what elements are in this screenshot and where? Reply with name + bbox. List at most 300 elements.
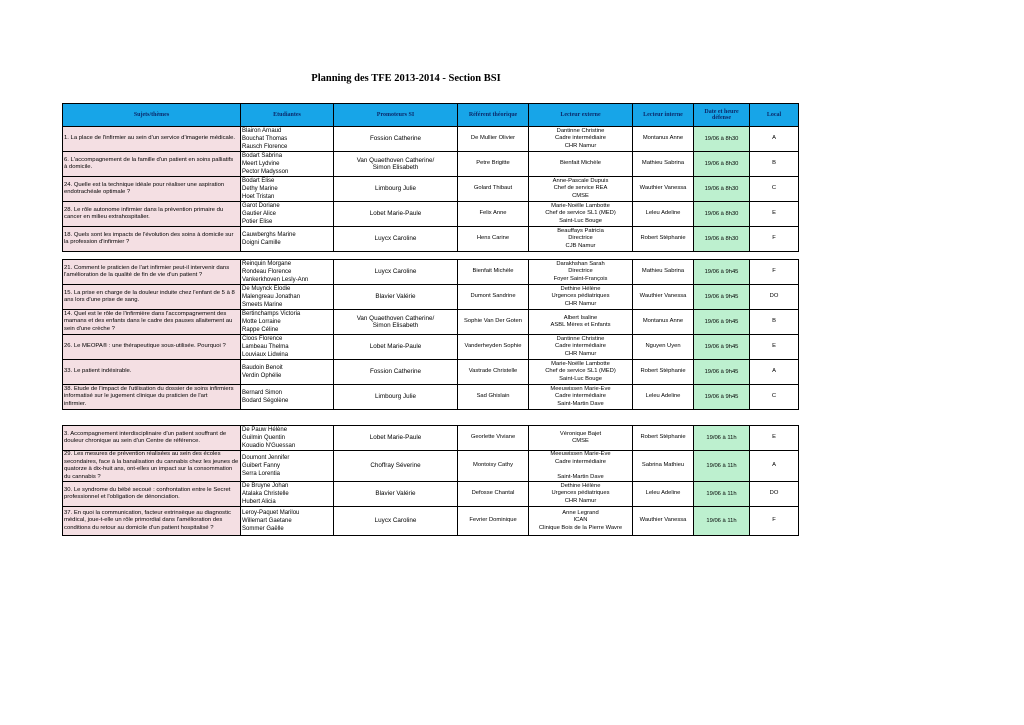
- subject-cell: [63, 310, 241, 335]
- room-cell: [750, 385, 799, 410]
- internal-reader-line: Mathieu Sabrina: [641, 160, 685, 167]
- referent-line: Montoisy Cathy: [473, 462, 513, 469]
- referent-line: Defosse Chantal: [471, 490, 515, 497]
- external-reader-line: Marie-Noëlle Lambotte: [551, 202, 610, 209]
- referent-line: Georlette Viviane: [470, 434, 516, 441]
- external-reader-line: Dantinne Christine: [556, 127, 605, 134]
- internal-reader-line: Mathieu Sabrina: [641, 268, 685, 275]
- subject-line: ans lors d'une prise de sang.: [64, 297, 140, 303]
- students-cell: [241, 507, 334, 536]
- student-name: Gautier Alice: [242, 211, 277, 217]
- external-reader-line: Urgences pédiatriques: [551, 293, 610, 300]
- date-cell: [694, 507, 750, 536]
- date-line: 19/06 à 9h45: [704, 394, 739, 400]
- student-name: Bodart Elise: [242, 178, 275, 184]
- external-reader-line: Chef de service SL1 (MED): [545, 210, 616, 217]
- student-name: Cauwberghs Marine: [242, 232, 296, 238]
- promoter-line: Choffray Séverine: [370, 462, 421, 470]
- external-reader-cell: [529, 227, 633, 252]
- room-cell: [750, 127, 799, 152]
- room-cell: [750, 482, 799, 507]
- promoter-cell: [334, 177, 458, 202]
- internal-reader-cell: [633, 127, 694, 152]
- internal-reader-line: Wauthier Vanessa: [639, 517, 687, 524]
- student-name: Louviaux Lidwina: [242, 352, 289, 358]
- external-reader-cell: [529, 260, 633, 285]
- subject-line: 28. Le rôle autonome infirmier dans la prévention primaire du: [64, 206, 224, 213]
- subject-line: quatorze à dix-huit ans, ont-elles un impact sur la consommation: [64, 466, 233, 472]
- header-internal-reader: Lecteur interne: [633, 104, 694, 127]
- date-line: 19/06 à 8h30: [704, 161, 739, 167]
- external-reader-line: ICAN: [573, 517, 588, 524]
- internal-reader-cell: [633, 285, 694, 310]
- student-name: Cloos Florence: [242, 336, 283, 342]
- external-reader-cell: [529, 152, 633, 177]
- table-row: [63, 152, 799, 177]
- external-reader-line: Anne Legrand: [562, 509, 599, 516]
- header-external-reader: Lecteur externe: [529, 104, 633, 127]
- subject-line: à domicile.: [64, 164, 93, 170]
- room-line: E: [772, 434, 776, 441]
- promoter-line: Blavier Valérie: [375, 490, 416, 498]
- student-name: Motte Lorraine: [242, 319, 281, 325]
- room-line: DO: [769, 293, 779, 300]
- table-row: [63, 360, 799, 385]
- referent-cell: [458, 507, 529, 536]
- subject-line: 1. La place de l'infirmier au sein d'un service d'imagerie médicale.: [64, 135, 236, 142]
- date-line: 19/06 à 9h45: [704, 269, 739, 275]
- date-line: 19/06 à 8h30: [704, 211, 739, 217]
- subject-cell: [63, 335, 241, 360]
- external-reader-line: Bienfait Michèle: [560, 160, 601, 167]
- date-line: 19/06 à 9h45: [704, 344, 739, 350]
- internal-reader-line: Wauthier Vanessa: [639, 293, 687, 300]
- room-cell: [750, 227, 799, 252]
- date-line: 19/06 à 8h30: [704, 236, 739, 242]
- subject-line: 37. En quoi la communication, facteur extrinsèque au diagnostic: [64, 509, 232, 516]
- student-name: Sommer Gaëlle: [242, 526, 284, 532]
- external-reader-line: Saint-Martin Dave: [557, 400, 604, 407]
- page-title: Planning des TFE 2013-2014 - Section BSI: [311, 73, 501, 84]
- subject-line: 6. L'accompagnement de la famille d'un patient en soins palliatifs: [64, 156, 234, 163]
- external-reader-line: CHR Namur: [564, 350, 597, 357]
- table-row: [63, 202, 799, 227]
- subject-line: 21. Comment le praticien de l'art infirmier peut-il intervenir dans: [64, 264, 230, 271]
- external-reader-line: Anne-Pascale Dupuis: [552, 177, 609, 184]
- table-row: [63, 385, 799, 410]
- student-name: Serra Lorentia: [242, 471, 281, 477]
- internal-reader-cell: [633, 335, 694, 360]
- internal-reader-line: Leleu Adeline: [645, 210, 681, 217]
- table-row: [63, 177, 799, 202]
- external-reader-line: Chef de service REA: [553, 185, 608, 192]
- table-row: [63, 310, 799, 335]
- external-reader-line: CJB Namur: [565, 242, 596, 249]
- promoter-line: Fossion Catherine: [369, 135, 422, 143]
- student-name: Bodard Ségolène: [242, 398, 289, 404]
- date-cell: [694, 227, 750, 252]
- header-referent: Référent théorique: [458, 104, 529, 127]
- promoter-cell: [334, 360, 458, 385]
- date-line: 19/06 à 11h: [706, 435, 737, 441]
- referent-cell: [458, 260, 529, 285]
- subject-cell: [63, 451, 241, 482]
- referent-cell: [458, 202, 529, 227]
- students-cell: [241, 285, 334, 310]
- external-reader-cell: [529, 285, 633, 310]
- promoter-cell: [334, 260, 458, 285]
- table-header-row: [63, 104, 799, 127]
- promoter-cell: [334, 285, 458, 310]
- room-line: A: [772, 135, 776, 142]
- date-cell: [694, 426, 750, 451]
- student-name: Verdin Ophélie: [242, 373, 282, 379]
- room-line: C: [771, 185, 777, 192]
- room-cell: [750, 177, 799, 202]
- student-name: Bouchat Thomas: [242, 136, 288, 142]
- table-row: [63, 507, 799, 536]
- date-cell: [694, 177, 750, 202]
- referent-line: Vastrade Christelle: [468, 368, 518, 375]
- student-name: Meert Lydvine: [242, 161, 280, 167]
- students-cell: [241, 260, 334, 285]
- external-reader-line: Directrice: [568, 235, 593, 242]
- external-reader-line: Cadre intermédiaire: [555, 458, 606, 465]
- referent-cell: [458, 152, 529, 177]
- student-name: De Muynck Elodie: [242, 286, 291, 292]
- date-cell: [694, 451, 750, 482]
- referent-cell: [458, 177, 529, 202]
- date-line: 19/06 à 9h45: [704, 294, 739, 300]
- room-cell: [750, 335, 799, 360]
- header-promoter: Promoteurs SI: [334, 104, 458, 127]
- promoter-line: Luycx Caroline: [374, 517, 417, 525]
- students-cell: [241, 451, 334, 482]
- referent-cell: [458, 335, 529, 360]
- student-name: Bertinchamps Victoria: [242, 311, 301, 317]
- subject-cell: [63, 426, 241, 451]
- referent-cell: [458, 385, 529, 410]
- subject-line: la profession d'infirmier ?: [64, 239, 130, 245]
- subject-cell: [63, 260, 241, 285]
- room-cell: [750, 260, 799, 285]
- subject-line: infirmier.: [64, 400, 87, 407]
- students-cell: [241, 127, 334, 152]
- student-name: Hubert Alicia: [242, 499, 276, 505]
- room-line: E: [772, 210, 776, 217]
- external-reader-cell: [529, 335, 633, 360]
- promoter-line: Limbourg Julie: [375, 185, 416, 193]
- external-reader-line: Saint-Luc Bouge: [559, 375, 602, 382]
- student-name: Reinquin Morgane: [242, 261, 292, 267]
- external-reader-cell: [529, 202, 633, 227]
- internal-reader-line: Robert Stéphanie: [640, 434, 686, 441]
- planning-table-group-2: [62, 259, 799, 410]
- student-name: Doumont Jennifer: [242, 455, 290, 461]
- subject-line: conditions du retour au domicile d'un patient hospitalisé ?: [64, 524, 214, 531]
- external-reader-cell: [529, 426, 633, 451]
- promoter-cell: [334, 202, 458, 227]
- room-cell: [750, 285, 799, 310]
- internal-reader-line: Leleu Adeline: [645, 490, 681, 497]
- promoter-cell: [334, 227, 458, 252]
- external-reader-cell: [529, 127, 633, 152]
- room-cell: [750, 310, 799, 335]
- internal-reader-line: Montanus Anne: [642, 318, 684, 325]
- referent-line: Dumont Sandrine: [470, 293, 516, 300]
- external-reader-line: Dethine Hélène: [560, 285, 601, 292]
- subject-line: 38. Etude de l'impact de l'utilisation du dossier de soins infirmiers: [64, 385, 234, 392]
- room-line: E: [772, 343, 776, 350]
- room-line: B: [772, 318, 776, 325]
- students-cell: [241, 385, 334, 410]
- promoter-line: Lobet Marie-Paule: [369, 434, 422, 442]
- room-line: C: [771, 393, 777, 400]
- room-line: F: [772, 268, 776, 275]
- header-date: Date et heure défense: [694, 104, 750, 127]
- referent-line: Sad Ghislain: [476, 393, 510, 400]
- promoter-line: Limbourg Julie: [375, 393, 416, 401]
- external-reader-line: CMSE: [572, 438, 589, 444]
- internal-reader-line: Sabrina Mathieu: [641, 462, 685, 469]
- subject-line: secondaires, face à la banalisation du cannabis chez les jeunes de: [64, 458, 239, 465]
- internal-reader-cell: [633, 451, 694, 482]
- referent-line: Bienfait Michèle: [472, 268, 514, 275]
- external-reader-line: Urgences pédiatriques: [551, 490, 610, 497]
- internal-reader-line: Wauthier Vanessa: [639, 185, 687, 192]
- student-name: Rappe Céline: [242, 327, 279, 333]
- date-line: 19/06 à 11h: [706, 518, 737, 524]
- student-name: Garot Doriane: [242, 203, 280, 209]
- student-name: Kouadio N'Guessan: [242, 443, 296, 449]
- room-cell: [750, 360, 799, 385]
- external-reader-line: Cadre intermédiaire: [555, 343, 606, 350]
- header-subject: Sujets/thèmes: [63, 104, 241, 127]
- promoter-line: Van Quaethoven Catherine/: [356, 156, 435, 164]
- subject-line: 26. Le MEOPA® : une thérapeutique sous-utilisée. Pourquoi ?: [64, 343, 226, 350]
- external-reader-line: Véronique Bajet: [559, 430, 602, 437]
- subject-line: 15. La prise en charge de la douleur induite chez l'enfant de 5 à 8: [64, 289, 235, 296]
- promoter-cell: [334, 152, 458, 177]
- internal-reader-line: Leleu Adeline: [645, 393, 681, 400]
- student-name: Rausch Florence: [242, 144, 288, 150]
- students-cell: [241, 335, 334, 360]
- table-row: [63, 426, 799, 451]
- external-reader-line: Cadre intermédiaire: [555, 393, 606, 400]
- student-name: Potier Elise: [242, 219, 273, 225]
- date-cell: [694, 202, 750, 227]
- student-name: Blairon Arnaud: [242, 128, 282, 134]
- date-cell: [694, 335, 750, 360]
- internal-reader-cell: [633, 385, 694, 410]
- students-cell: [241, 360, 334, 385]
- student-name: Rondeau Florence: [242, 269, 292, 275]
- students-cell: [241, 227, 334, 252]
- students-cell: [241, 202, 334, 227]
- external-reader-line: Meeuwissen Marie-Eve: [550, 451, 611, 457]
- date-cell: [694, 152, 750, 177]
- student-name: Doigni Camille: [242, 240, 281, 246]
- referent-cell: [458, 482, 529, 507]
- date-line: 19/06 à 9h45: [704, 319, 739, 325]
- student-name: Smeets Marine: [242, 302, 283, 308]
- students-cell: [241, 310, 334, 335]
- referent-line: Golard Thibaut: [473, 185, 513, 192]
- external-reader-cell: [529, 451, 633, 482]
- external-reader-line: Saint-Luc Bouge: [559, 217, 602, 224]
- external-reader-cell: [529, 360, 633, 385]
- student-name: Pector Madysson: [242, 169, 289, 175]
- referent-cell: [458, 227, 529, 252]
- subject-line: 24. Quelle est la technique idéale pour réaliser une aspiration: [64, 181, 225, 188]
- subject-line: professionnel et l'obligation de dénonciation.: [64, 494, 180, 500]
- external-reader-line: CHR Namur: [564, 497, 597, 504]
- date-cell: [694, 360, 750, 385]
- student-name: Atalaka Christelle: [242, 491, 289, 497]
- student-name: Bernard Simon: [242, 390, 283, 396]
- date-cell: [694, 385, 750, 410]
- external-reader-cell: [529, 177, 633, 202]
- room-line: F: [772, 235, 776, 242]
- internal-reader-line: Robert Stéphanie: [640, 368, 686, 375]
- internal-reader-cell: [633, 227, 694, 252]
- student-name: Baudoin Benoit: [242, 365, 283, 371]
- subject-cell: [63, 507, 241, 536]
- subject-cell: [63, 227, 241, 252]
- subject-cell: [63, 285, 241, 310]
- subject-line: médical, joue-t-elle un rôle primordial dans l'amélioration des: [64, 517, 223, 524]
- referent-cell: [458, 426, 529, 451]
- date-line: 19/06 à 8h30: [704, 186, 739, 192]
- referent-line: Fevrier Dominique: [469, 517, 517, 524]
- external-reader-line: Darakhshan Sarah: [556, 260, 605, 267]
- promoter-cell: [334, 507, 458, 536]
- planning-table-group-1: [62, 103, 799, 252]
- internal-reader-cell: [633, 177, 694, 202]
- table-row: [63, 227, 799, 252]
- subject-cell: [63, 202, 241, 227]
- subject-line: cancer en milieu extrahospitalier.: [64, 214, 150, 220]
- students-cell: [241, 152, 334, 177]
- promoter-cell: [334, 385, 458, 410]
- internal-reader-cell: [633, 360, 694, 385]
- promoter-line: Fossion Catherine: [369, 368, 422, 376]
- external-reader-line: CMSE: [572, 192, 589, 199]
- external-reader-cell: [529, 385, 633, 410]
- promoter-line: Van Quaethoven Catherine/: [356, 314, 435, 322]
- internal-reader-cell: [633, 482, 694, 507]
- subject-cell: [63, 177, 241, 202]
- referent-line: De Mullier Olivier: [470, 135, 516, 142]
- promoter-cell: [334, 335, 458, 360]
- internal-reader-cell: [633, 507, 694, 536]
- referent-cell: [458, 360, 529, 385]
- room-line: DO: [769, 490, 779, 497]
- student-name: Bodart Sabrina: [242, 153, 283, 159]
- table-row: [63, 451, 799, 482]
- external-reader-cell: [529, 507, 633, 536]
- student-name: Guilmin Quentin: [242, 435, 286, 441]
- subject-line: douleur chronique au sein d'un Centre de référence.: [64, 438, 201, 444]
- student-name: De Pauw Hélène: [242, 427, 288, 433]
- external-reader-cell: [529, 482, 633, 507]
- internal-reader-cell: [633, 152, 694, 177]
- promoter-cell: [334, 451, 458, 482]
- subject-line: du cannabis ?: [64, 473, 101, 480]
- student-name: Guibert Fanny: [242, 463, 281, 469]
- subject-cell: [63, 385, 241, 410]
- planning-table-group-3: [62, 425, 799, 536]
- table-row: [63, 285, 799, 310]
- table-row: [63, 335, 799, 360]
- promoter-line: Luycx Caroline: [374, 235, 417, 243]
- subject-cell: [63, 360, 241, 385]
- referent-cell: [458, 285, 529, 310]
- room-line: A: [772, 462, 776, 469]
- external-reader-line: Albert Isaline: [563, 314, 598, 321]
- student-name: Malengreau Jonathan: [242, 294, 301, 300]
- subject-cell: [63, 482, 241, 507]
- referent-cell: [458, 310, 529, 335]
- promoter-line: Simon Elisabeth: [372, 322, 419, 329]
- subject-line: 18. Quels sont les impacts de l'évolution des soins à domicile sur: [64, 231, 234, 238]
- referent-line: Vanderheyden Sophie: [464, 343, 522, 350]
- internal-reader-cell: [633, 310, 694, 335]
- external-reader-line: Marie-Noëlle Lambotte: [551, 360, 610, 367]
- room-line: F: [772, 517, 776, 524]
- internal-reader-line: Montanus Anne: [642, 135, 684, 142]
- date-cell: [694, 482, 750, 507]
- external-reader-line: Directrice: [568, 268, 593, 275]
- external-reader-line: Cadre intermédiaire: [555, 135, 606, 142]
- external-reader-line: Meeuwissen Marie-Eve: [550, 385, 611, 392]
- internal-reader-cell: [633, 426, 694, 451]
- internal-reader-line: Robert Stéphanie: [640, 235, 686, 242]
- external-reader-line: Dethine Hélène: [560, 482, 601, 489]
- promoter-cell: [334, 482, 458, 507]
- room-cell: [750, 152, 799, 177]
- date-line: 19/06 à 9h45: [704, 369, 739, 375]
- student-name: Leroy-Paquet Marilou: [242, 510, 300, 516]
- room-cell: [750, 451, 799, 482]
- date-cell: [694, 285, 750, 310]
- date-line: 19/06 à 11h: [706, 491, 737, 497]
- referent-cell: [458, 451, 529, 482]
- promoter-line: Simon Elisabeth: [372, 164, 419, 171]
- student-name: Willemart Gaetane: [242, 518, 292, 524]
- subject-line: 29. Les mesures de prévention réalisées au sein des écoles: [64, 451, 221, 457]
- students-cell: [241, 426, 334, 451]
- subject-line: 33. Le patient indésirable.: [64, 368, 132, 375]
- internal-reader-cell: [633, 260, 694, 285]
- subject-line: mamans et des enfants dans le cadre des pauses allaitement au: [64, 318, 233, 325]
- external-reader-cell: [529, 310, 633, 335]
- internal-reader-cell: [633, 202, 694, 227]
- promoter-line: Lobet Marie-Paule: [369, 210, 422, 218]
- date-cell: [694, 127, 750, 152]
- promoter-cell: [334, 426, 458, 451]
- students-cell: [241, 177, 334, 202]
- subject-cell: [63, 127, 241, 152]
- date-cell: [694, 310, 750, 335]
- subject-line: endotrachéale optimale ?: [64, 189, 131, 195]
- student-name: Vankerkhoven Lesly-Ann: [242, 277, 309, 283]
- table-row: [63, 482, 799, 507]
- referent-cell: [458, 127, 529, 152]
- referent-line: Sophie Van Der Goten: [464, 318, 522, 325]
- promoter-line: Luycx Caroline: [374, 268, 417, 276]
- student-name: Dethy Marine: [242, 186, 278, 192]
